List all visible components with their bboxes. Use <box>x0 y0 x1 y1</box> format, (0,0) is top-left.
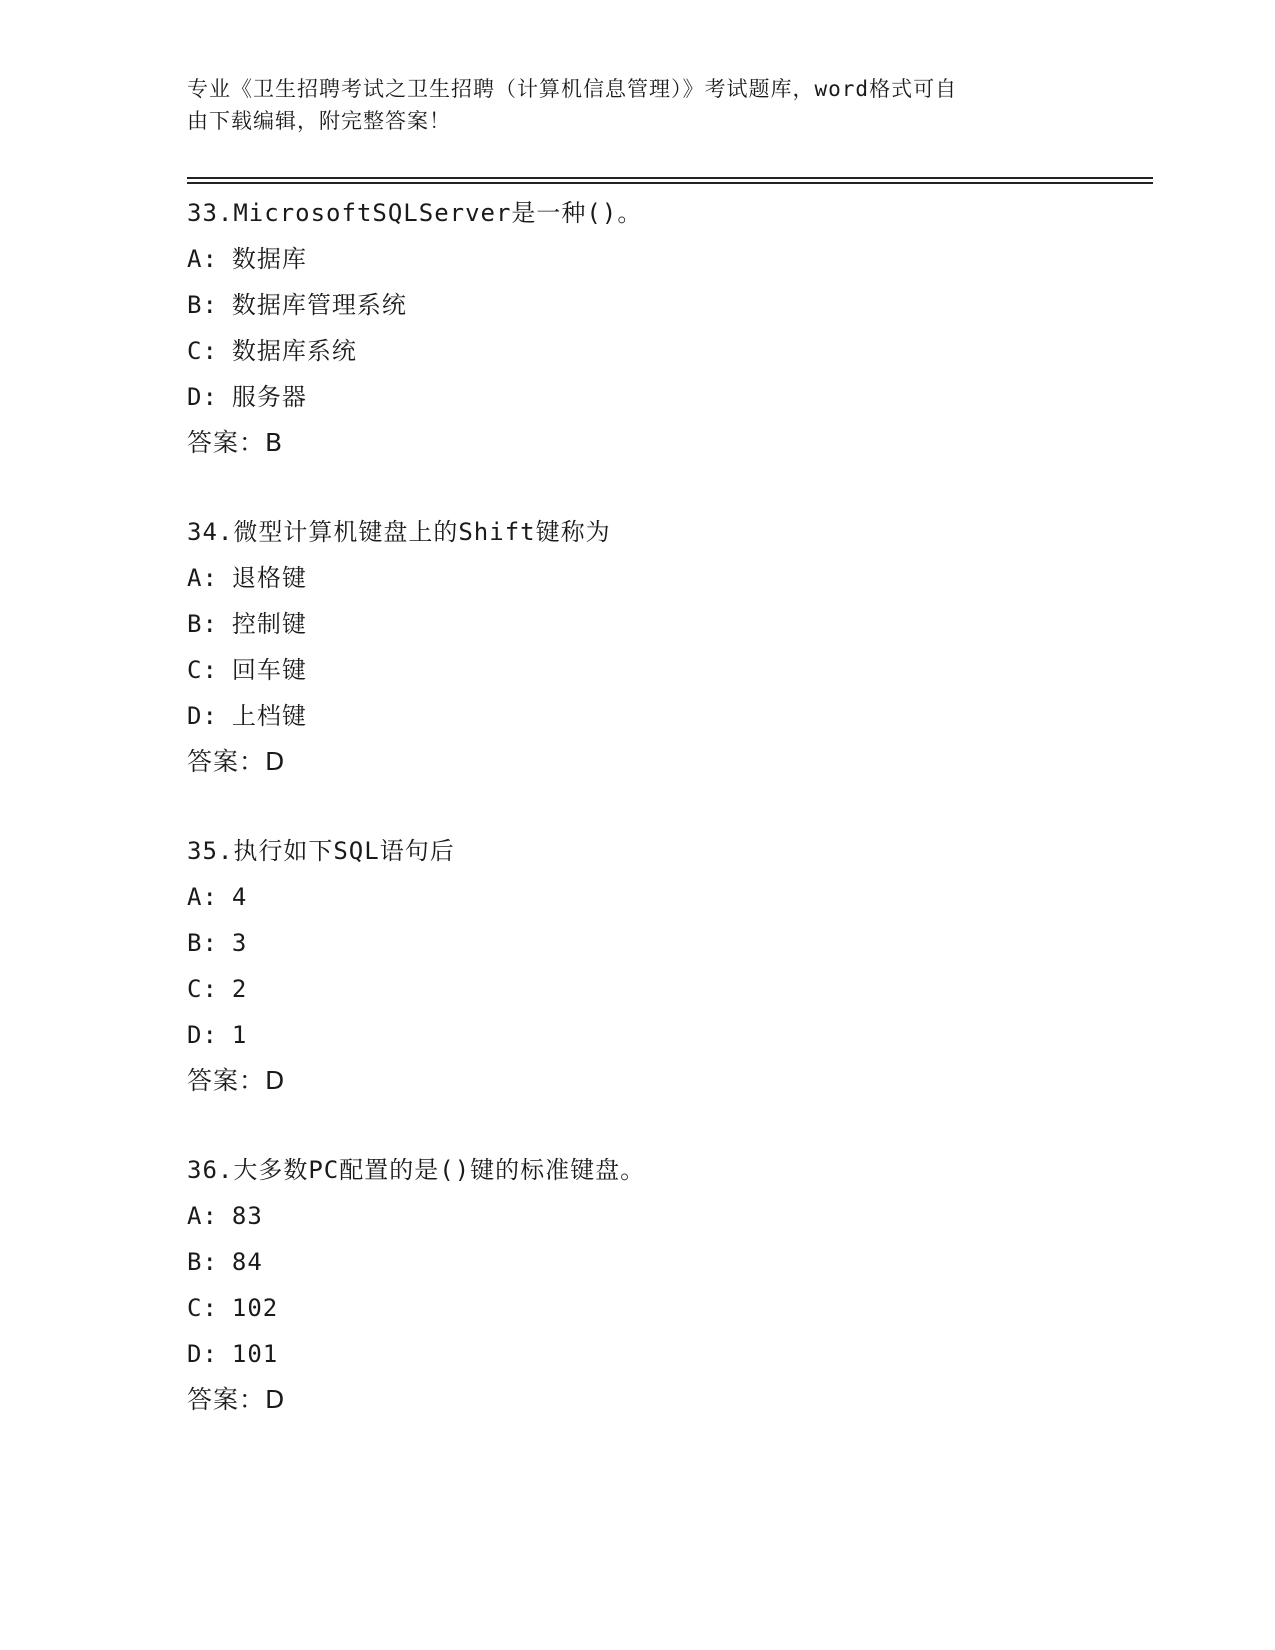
option-text: 上档键 <box>231 702 307 730</box>
question-33 <box>187 190 1147 466</box>
option-key: D: <box>187 1340 218 1368</box>
question-stem: 35.执行如下SQL语句后 <box>187 837 455 865</box>
option-key: B: <box>187 929 218 957</box>
option-key: A: <box>187 883 218 911</box>
option-d <box>187 693 1147 739</box>
option-text: 3 <box>231 929 248 957</box>
option-key: D: <box>187 702 218 730</box>
option-b <box>187 1239 1147 1285</box>
option-text: 退格键 <box>231 564 307 592</box>
question-stem: 33.MicrosoftSQLServer是一种()。 <box>187 199 643 227</box>
option-text: 数据库系统 <box>231 337 357 365</box>
option-b <box>187 282 1147 328</box>
option-c <box>187 328 1147 374</box>
answer-label: 答案：B <box>187 428 284 457</box>
option-d <box>187 1012 1147 1058</box>
option-a <box>187 1193 1147 1239</box>
option-a <box>187 555 1147 601</box>
question-list <box>187 190 1147 1466</box>
option-b <box>187 601 1147 647</box>
option-key: D: <box>187 1021 218 1049</box>
answer-label: 答案：D <box>187 1385 286 1414</box>
option-text: 数据库管理系统 <box>231 291 407 319</box>
option-text: 2 <box>231 975 248 1003</box>
answer-label: 答案：D <box>187 1066 286 1095</box>
option-key: C: <box>187 656 218 684</box>
answer-label: 答案：D <box>187 747 286 776</box>
question-36 <box>187 1147 1147 1423</box>
option-text: 102 <box>231 1294 279 1322</box>
option-a <box>187 236 1147 282</box>
question-34 <box>187 509 1147 785</box>
header-line-2: 由下载编辑，附完整答案！ <box>187 109 451 133</box>
option-key: A: <box>187 564 218 592</box>
option-key: A: <box>187 245 218 273</box>
option-text: 101 <box>231 1340 279 1368</box>
question-stem: 36.大多数PC配置的是()键的标准键盘。 <box>187 1156 646 1184</box>
option-b <box>187 920 1147 966</box>
option-c <box>187 966 1147 1012</box>
option-c <box>187 647 1147 693</box>
option-text: 服务器 <box>231 383 307 411</box>
option-key: B: <box>187 291 218 319</box>
header-divider-bottom <box>187 182 1153 184</box>
header-divider-top <box>187 177 1153 179</box>
option-key: C: <box>187 1294 218 1322</box>
option-key: A: <box>187 1202 218 1230</box>
option-key: B: <box>187 610 218 638</box>
header-line-1: 专业《卫生招聘考试之卫生招聘（计算机信息管理）》考试题库，word格式可自 <box>187 77 958 101</box>
option-text: 83 <box>231 1202 263 1230</box>
question-stem: 34.微型计算机键盘上的Shift键称为 <box>187 518 611 546</box>
option-d <box>187 374 1147 420</box>
document-header <box>187 73 1087 137</box>
option-text: 回车键 <box>231 656 307 684</box>
option-text: 控制键 <box>231 610 307 638</box>
option-text: 4 <box>231 883 248 911</box>
option-text: 1 <box>231 1021 248 1049</box>
question-35 <box>187 828 1147 1104</box>
option-key: D: <box>187 383 218 411</box>
option-c <box>187 1285 1147 1331</box>
option-key: C: <box>187 337 218 365</box>
option-a <box>187 874 1147 920</box>
option-key: B: <box>187 1248 218 1276</box>
option-text: 84 <box>231 1248 263 1276</box>
option-key: C: <box>187 975 218 1003</box>
option-text: 数据库 <box>231 245 307 273</box>
option-d <box>187 1331 1147 1377</box>
